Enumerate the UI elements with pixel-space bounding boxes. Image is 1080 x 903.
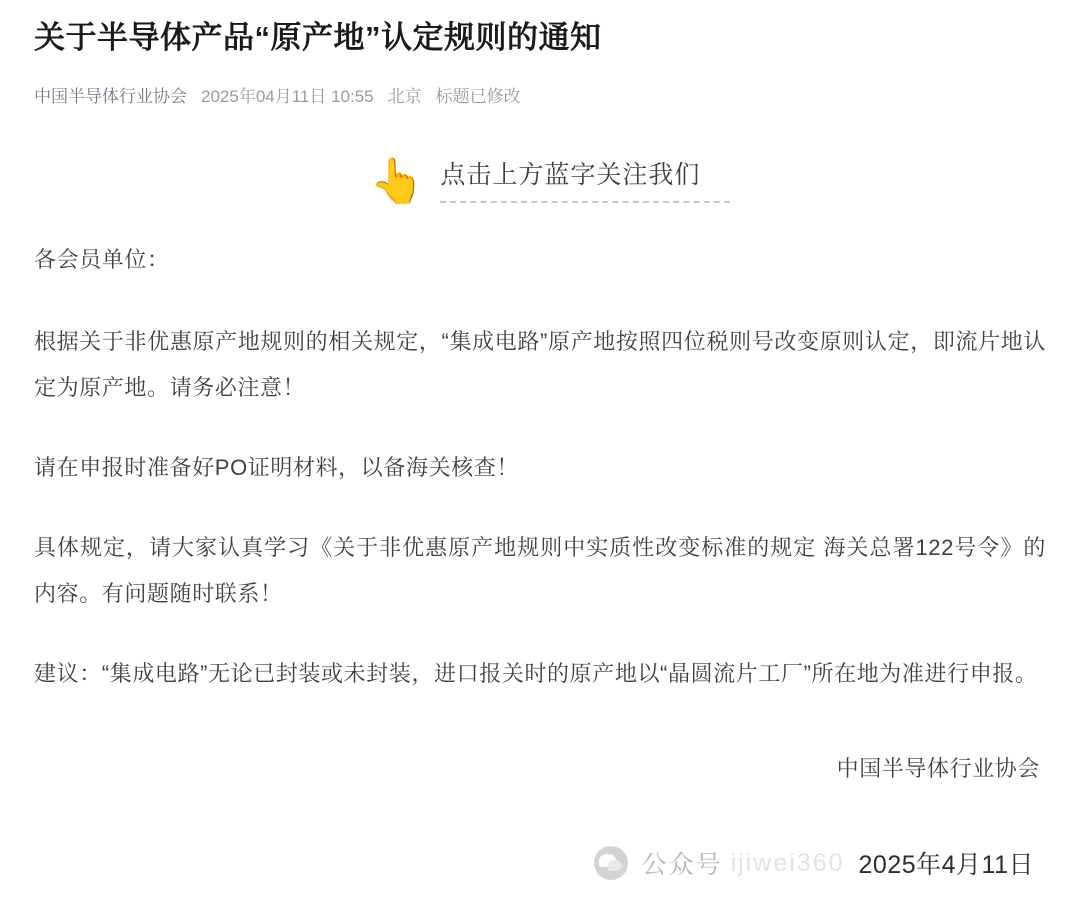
follow-text-wrap [440,157,730,203]
follow-prompt-label: 点击上方蓝字关注我们 [440,161,701,189]
footer-date: 2025年4月11日 [858,851,1034,879]
article-signature: 中国半导体行业协会 [836,756,1040,781]
paragraph-4: 建议：“集成电路”无论已封装或未封装，进口报关时的原产地以“晶圆流片工厂”所在地为准进行申报。 [34,661,1038,686]
wechat-icon [594,846,628,880]
meta-location: 北京 [387,87,422,106]
paragraph-3: 具体规定，请大家认真学习《关于非优惠原产地规则中实质性改变标准的规定 海关总署122号令》的内容。有问题随时联系！ [34,535,1046,606]
follow-prompt[interactable] [34,157,1046,206]
article-body [34,237,1046,789]
pointing-hand-icon: 👆 [369,157,425,206]
paragraph-1: 根据关于非优惠原产地规则的相关规定，“集成电路”原产地按照四位税则号改变原则认定，即流片地认定为原产地。请务必注意！ [34,329,1046,400]
meta-edited-note: 标题已修改 [435,87,521,106]
dashed-divider [440,201,730,203]
paragraph-salutation: 各会员单位： [34,247,170,272]
page-title: 关于半导体产品“原产地”认定规则的通知 [34,20,602,55]
footer-public-account-label: 公众号 [641,851,723,879]
meta-account-name[interactable]: 中国半导体行业协会 [34,87,187,106]
article-meta [34,82,1046,107]
footer-faded-watermark: ijiwei360 [730,848,845,877]
meta-datetime: 2025年04月11日 10:55 [201,87,374,106]
paragraph-2: 请在申报时准备好PO证明材料，以备海关核查！ [34,455,519,480]
footer-watermark [594,845,1034,881]
